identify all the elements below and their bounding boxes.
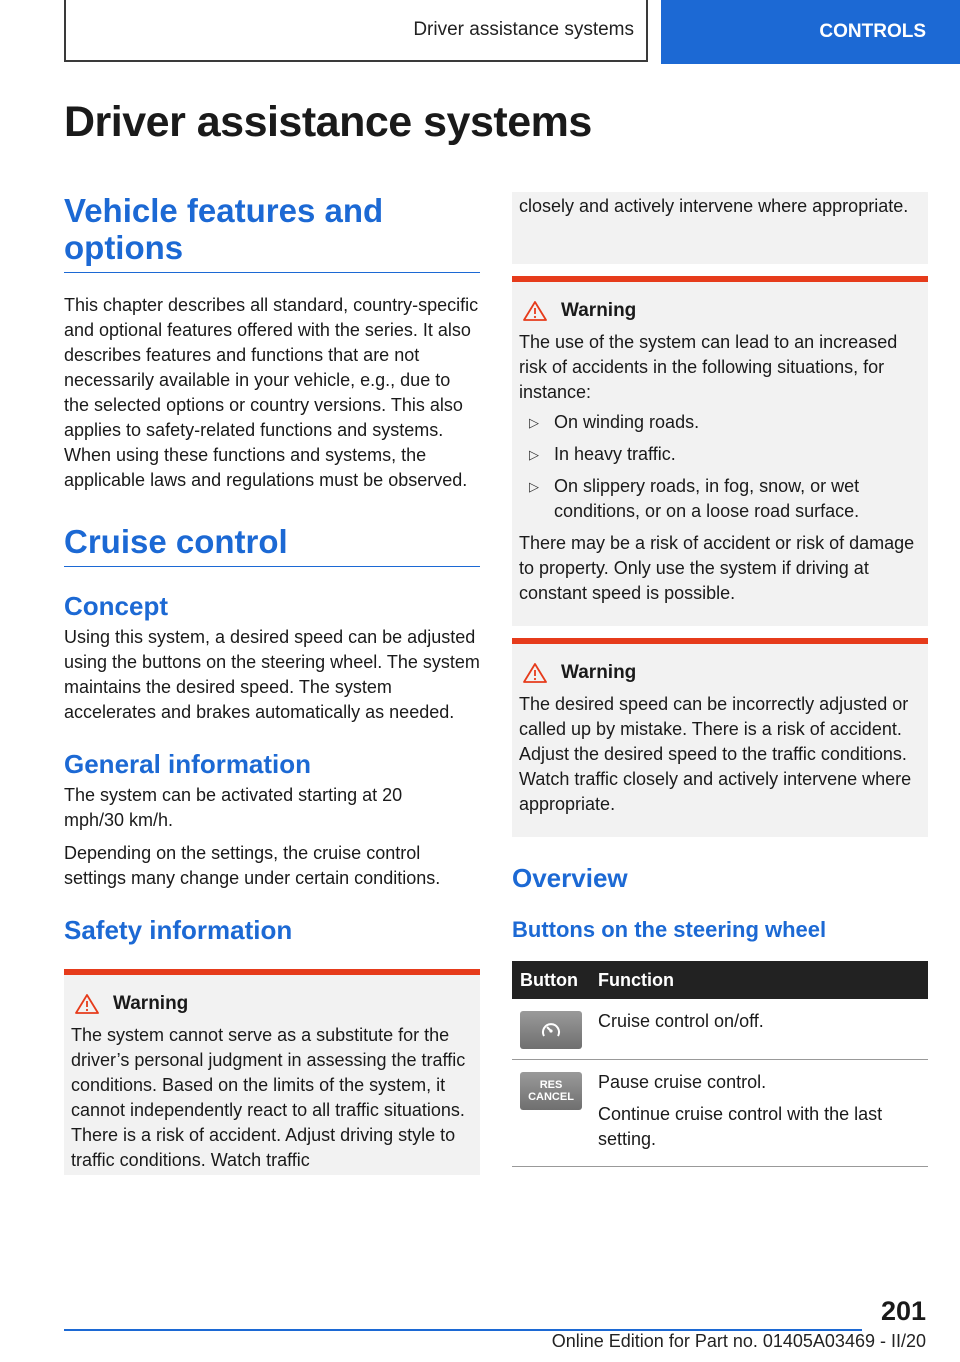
row-function: Cruise control on/off. [590,999,928,1060]
warning-label: Warning [561,662,637,683]
header-section-title: Driver assistance systems [413,19,634,40]
warning-text: The desired speed can be incorrectly adjusted or called up by mistake. There is a risk of accident. Adjust the desired speed to the traffic conditions. Watch traffic closely and actively intervene where appropriate. [519,694,912,814]
warning-box-1-continued [512,192,928,264]
warning-heading [519,662,921,684]
bullet-triangle-icon: ▷ [529,479,539,494]
warning-triangle-icon [523,301,547,321]
page-number: 201 [880,1296,926,1326]
warning-outro: There may be a risk of accident or risk of damage to property. Only use the system if driving at constant speed is possible. [519,533,915,603]
warning-label: Warning [113,993,189,1014]
table-row [512,999,928,1060]
warning-heading [71,993,473,1015]
warning-bullet-list [519,410,921,524]
buttons-table [512,961,928,1167]
cruise-control-button-icon [520,1011,582,1049]
warning-box-2 [512,276,928,626]
footer-edition: Online Edition for Part no. 01405A03469 - II/20 [551,1331,926,1351]
bullet-triangle-icon: ▷ [529,447,539,462]
warning-text: The system cannot serve as a substitute for the driver’s personal judgment in assessing the traffic conditions. Based on the limits of the system, it cannot independently react to all traffic situations. There is a risk of accident. Adjust driving style to traffic conditions. Watch traffic [71,1025,466,1170]
warning-text-continued: closely and actively intervene where appropriate. [519,196,909,216]
table-row [512,1060,928,1167]
heading-vehicle-features: Vehicle features and options [64,192,480,273]
heading-cruise-control: Cruise control [64,523,480,567]
running-header-chapter [661,0,960,64]
heading-safety-information: Safety information [64,915,293,945]
right-column [512,192,928,1167]
paragraph-general-1: The system can be activated starting at 20 mph/30 km/h. [64,785,403,830]
paragraph-concept: Using this system, a desired speed can be adjusted using the buttons on the steering wheel. The system maintains the desired speed. The system accelerates and brakes automatically as needed. [64,627,480,722]
left-column [64,192,480,1175]
column-header-function: Function [590,961,928,999]
heading-concept: Concept [64,591,168,621]
warning-heading [519,300,921,322]
header-chapter-title: CONTROLS [819,21,926,42]
list-item: ▷ On winding roads. [519,410,921,435]
warning-box-3 [512,638,928,837]
bullet-triangle-icon: ▷ [529,415,539,430]
list-item: ▷ In heavy traffic. [519,442,921,467]
heading-buttons-steering-wheel: Buttons on the steering wheel [512,917,827,942]
paragraph-general-2: Depending on the settings, the cruise control settings many change under certain conditions. [64,843,441,888]
heading-overview: Overview [512,863,628,893]
column-header-button: Button [512,961,590,999]
heading-general-information: General information [64,749,312,779]
warning-triangle-icon [75,994,99,1014]
paragraph-vehicle-features: This chapter describes all standard, country-specific and optional features offered with the series. It also describes features and functions that are not necessarily available in your vehicle, e.g., due to the selected options or country versions. This also applies to safety-related functions and systems. When using these functions and systems, the applicable laws and regulations must be observed. [64,295,479,490]
warning-intro: The use of the system can lead to an increased risk of accidents in the following situations, for instance: [519,332,898,402]
table-header-row [512,961,928,999]
warning-box-1 [64,969,480,1175]
row-function: Pause cruise control. [598,1072,767,1092]
warning-triangle-icon [523,663,547,683]
speedometer-icon [539,1019,563,1041]
page-title: Driver assistance systems [64,98,592,146]
res-cancel-button-icon: RES CANCEL [520,1072,582,1110]
row-function-continued: Continue cruise control with the last setting. [598,1104,883,1149]
running-header-section [64,0,648,62]
warning-label: Warning [561,300,637,321]
list-item: ▷ On slippery roads, in fog, snow, or wet conditions, or on a loose road surface. [529,476,860,521]
